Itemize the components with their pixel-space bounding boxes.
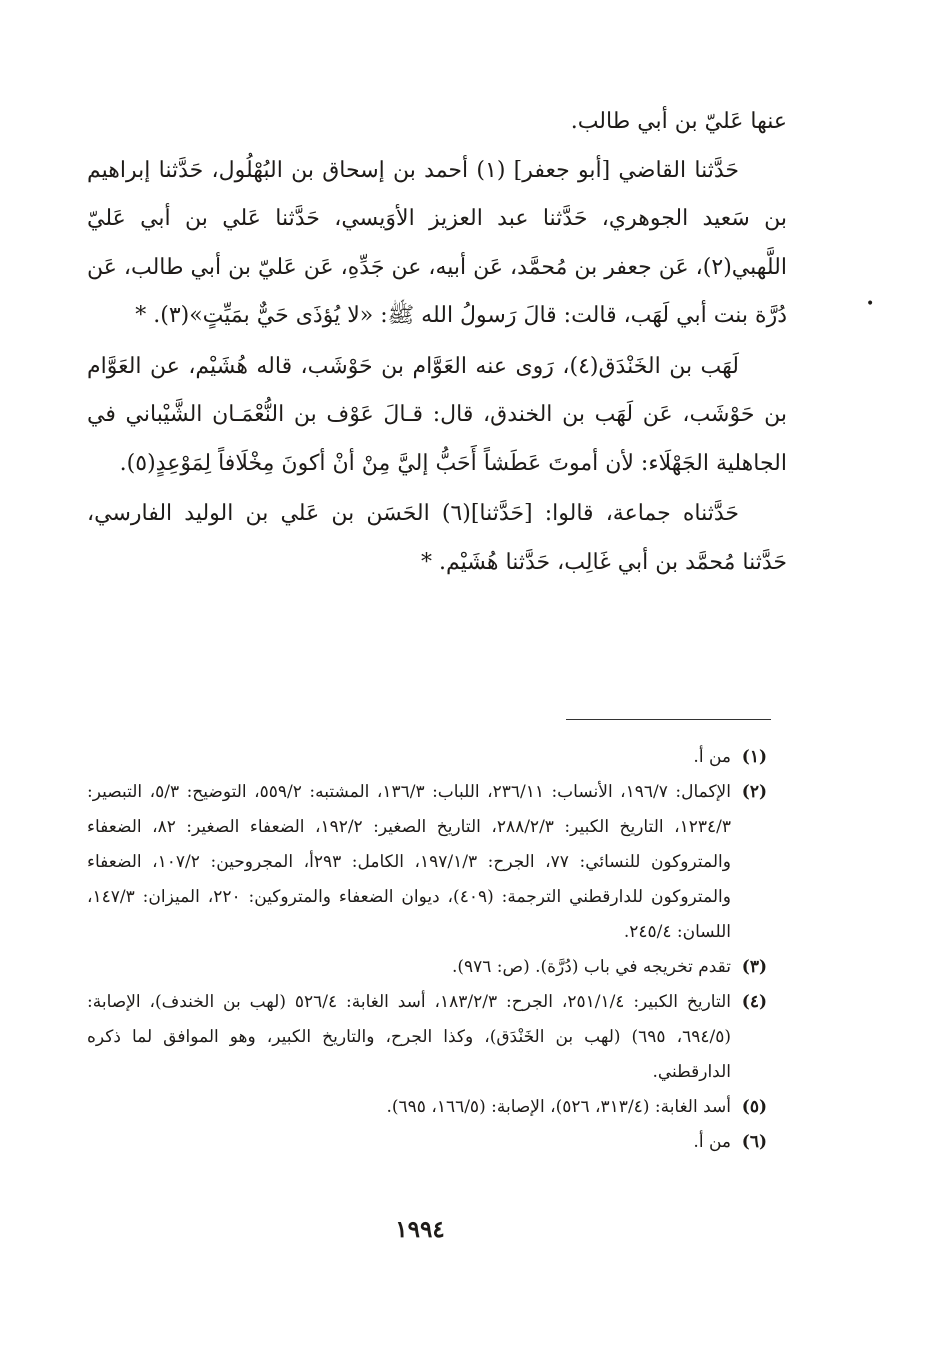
footnote-number: (٢) [741, 782, 767, 802]
footnote-number: (١) [741, 747, 767, 767]
footnote [87, 950, 767, 985]
paragraph-lahab: لَهَب بن الخَنْدَق(٤)، رَوى عنه العَوَّام بن حَوْشَب، قاله هُشَيْم، عن العَوَّام بن حَوْشَب، عَن لَهَب بن الخندق، قال: قـالَ عَوْف بن النُّعْمَـان الشَّيْباني في الجاهلية الجَهْلَاء: لأن أموتَ عَطَشاً أَحَبُّ إليَّ مِنْ أنْ أكونَ مِخْلَافاً لِمَوْعِدٍ(٥). [87, 353, 787, 476]
footnote-text: التاريخ الكبير: ٢٥١/١/٤، الجرح: ١٨٣/٢/٣، أسد الغابة: ٥٢٦/٤ (لهب بن الخندف)، الإصابة: (٦٩٤/٥، ٦٩٥) (لهب بن الخَنْدَق)، وكذا الجرح، والتاريخ الكبير، وهو الموافق لما ذكره الدارقطني. [87, 992, 731, 1082]
footnote-separator [566, 719, 771, 720]
paragraph-hadith: حَدَّثنا القاضي [أبو جعفر] (١) أحمد بن إسحاق بن البُهْلُول، حَدَّثنا إبراهيم بن سَعيد الجوهري، حَدَّثنا عبد العزيز الأوَيسي، حَدَّثنا عَلي بن أبي عَليّ اللَّهبي(٢)، عَن جعفر بن مُحمَّد، عَن أبيه، عن جَدِّهِ، عَن عَليّ بن أبي طالب، عَن دُرَّة بنت أبي لَهَب، قالت: قالَ رَسولُ الله ﷺ: «لا يُؤذَى حَيٌّ بمَيِّتٍ»(٣). * [87, 157, 787, 328]
footnote-number: (٤) [741, 992, 767, 1012]
footnote [87, 740, 767, 775]
paragraph-chain: حَدَّثناه جماعة، قالوا: [حَدَّثنا](٦) الحَسَن بن عَلي بن الوليد الفارسي، حَدَّثنا مُحمَّد بن أبي غَالِب، حَدَّثنا هُشَيْم. * [87, 501, 787, 575]
footnote [87, 775, 767, 950]
footnote [87, 1090, 767, 1125]
footnote-number: (٥) [741, 1097, 767, 1117]
main-text [87, 98, 787, 587]
margin-mark: • [866, 296, 875, 312]
footnote-text: تقدم تخريجه في باب (دُرَّة). (ص: ٩٧٦). [451, 957, 731, 977]
footnote-text: من أ. [693, 747, 731, 767]
footnote-number: (٦) [741, 1132, 767, 1152]
opening-line: عنها عَليّ بن أبي طالب. [570, 109, 787, 134]
footnote-text: الإكمال: ١٩٦/٧، الأنساب: ٢٣٦/١١، اللباب: ١٣٦/٣، المشتبه: ٥٥٩/٢، التوضيح: ٥/٣، التبصير: ١٢٣٤/٣، التاريخ الكبير: ٢٨٨/٢/٣، التاريخ الصغير: ١٩٢/٢، الضعفاء الصغير: ٨٢، الضعفاء والمتروكون للنسائي: ٧٧، الجرح: ١٩٧/١/٣، الكامل: ٢٩٣أ، المجروحين: ١٠٧/٢، الضعفاء والمتروكون للدارقطني الترجمة: (٤٠٩)، ديوان الضعفاء والمتروكين: ٢٢٠، الميزان: ١٤٧/٣، اللسان: ٢٤٥/٤. [87, 782, 731, 942]
footnotes [87, 740, 767, 1160]
page-number: ١٩٩٤ [395, 1216, 445, 1243]
footnote-number: (٣) [741, 957, 767, 977]
footnote-text: أسد الغابة: (٣١٣/٤، ٥٢٦)، الإصابة: (١٦٦/٥، ٦٩٥). [386, 1097, 731, 1117]
footnote [87, 985, 767, 1090]
footnote [87, 1125, 767, 1160]
footnote-text: من أ. [693, 1132, 731, 1152]
